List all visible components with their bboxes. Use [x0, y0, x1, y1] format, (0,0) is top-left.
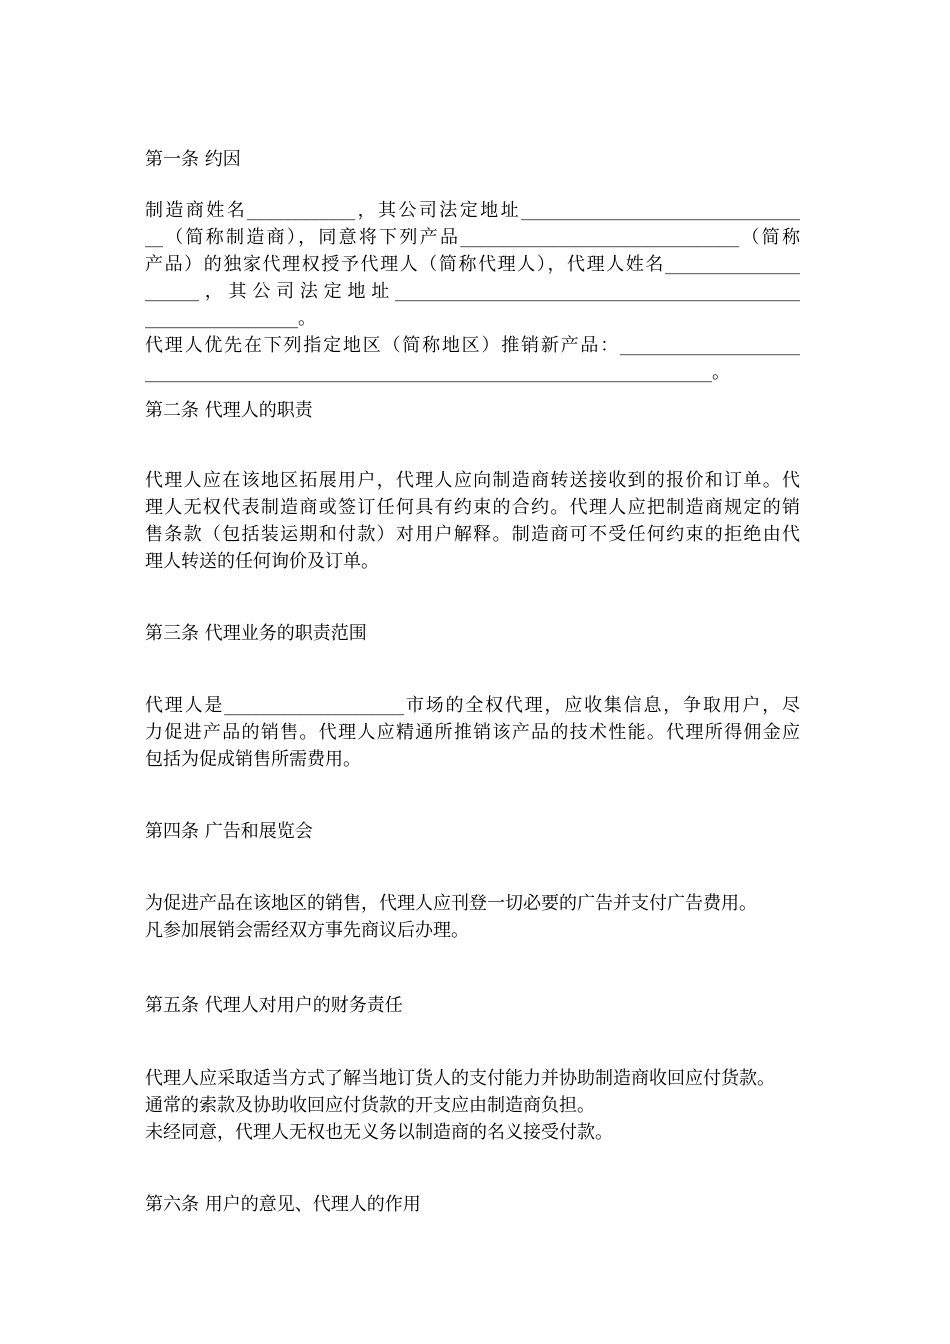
article-1-line-4: ______，其公司法定地址_____________________________________________ [145, 281, 800, 302]
article-2-heading: 第二条 代理人的职责 [145, 400, 313, 421]
article-1-line-3: 产品）的独家代理权授予代理人（简称代理人），代理人姓名_______________ [145, 254, 800, 275]
article-5-line-3: 未经同意，代理人无权也无义务以制造商的名义接受付款。 [145, 1122, 613, 1143]
article-5-line-2: 通常的索款及协助收回应付货款的开支应由制造商负担。 [145, 1095, 595, 1116]
article-1-body [145, 197, 800, 386]
article-3-body [145, 692, 800, 773]
article-5-body [145, 1065, 800, 1146]
article-4-line-2: 凡参加展销会需经双方事先商议后办理。 [145, 920, 469, 941]
article-1-line-1: 制造商姓名____________，其公司法定地址_______________________________ [145, 200, 800, 221]
article-4-heading: 第四条 广告和展览会 [145, 821, 313, 842]
article-3-heading: 第三条 代理业务的职责范围 [145, 623, 367, 644]
article-2-line-4: 理人转送的任何询价及订单。 [145, 551, 379, 572]
article-4-body [145, 890, 800, 944]
article-3-line-2: 力促进产品的销售。代理人应精通所推销该产品的技术性能。代理所得佣金应 [145, 722, 800, 743]
article-1-line-7: _______________________________________________________________。 [145, 362, 730, 383]
article-3-line-3: 包括为促成销售所需费用。 [145, 749, 361, 770]
article-1-heading: 第一条 约因 [145, 149, 241, 170]
article-3-line-1: 代理人是____________________市场的全权代理，应收集信息，争取用户，尽 [145, 695, 800, 716]
article-6-heading: 第六条 用户的意见、代理人的作用 [145, 1194, 421, 1215]
article-4-line-1: 为促进产品在该地区的销售，代理人应刊登一切必要的广告并支付广告费用。 [145, 893, 757, 914]
article-2-line-2: 理人无权代表制造商或签订任何具有约束的合约。代理人应把制造商规定的销 [145, 497, 800, 518]
article-5-heading: 第五条 代理人对用户的财务责任 [145, 995, 403, 1016]
article-1-line-6: 代理人优先在下列指定地区（简称地区）推销新产品：____________________ [145, 335, 800, 356]
article-2-body [145, 467, 800, 575]
article-1-line-5: _________________。 [145, 308, 316, 329]
article-5-line-1: 代理人应采取适当方式了解当地订货人的支付能力并协助制造商收回应付货款。 [145, 1068, 775, 1089]
article-2-line-3: 售条款（包括装运期和付款）对用户解释。制造商可不受任何约束的拒绝由代 [145, 524, 800, 545]
article-2-line-1: 代理人应在该地区拓展用户，代理人应向制造商转送接收到的报价和订单。代 [145, 470, 800, 491]
article-1-line-2: __（简称制造商），同意将下列产品_______________________________（简称 [145, 227, 800, 248]
